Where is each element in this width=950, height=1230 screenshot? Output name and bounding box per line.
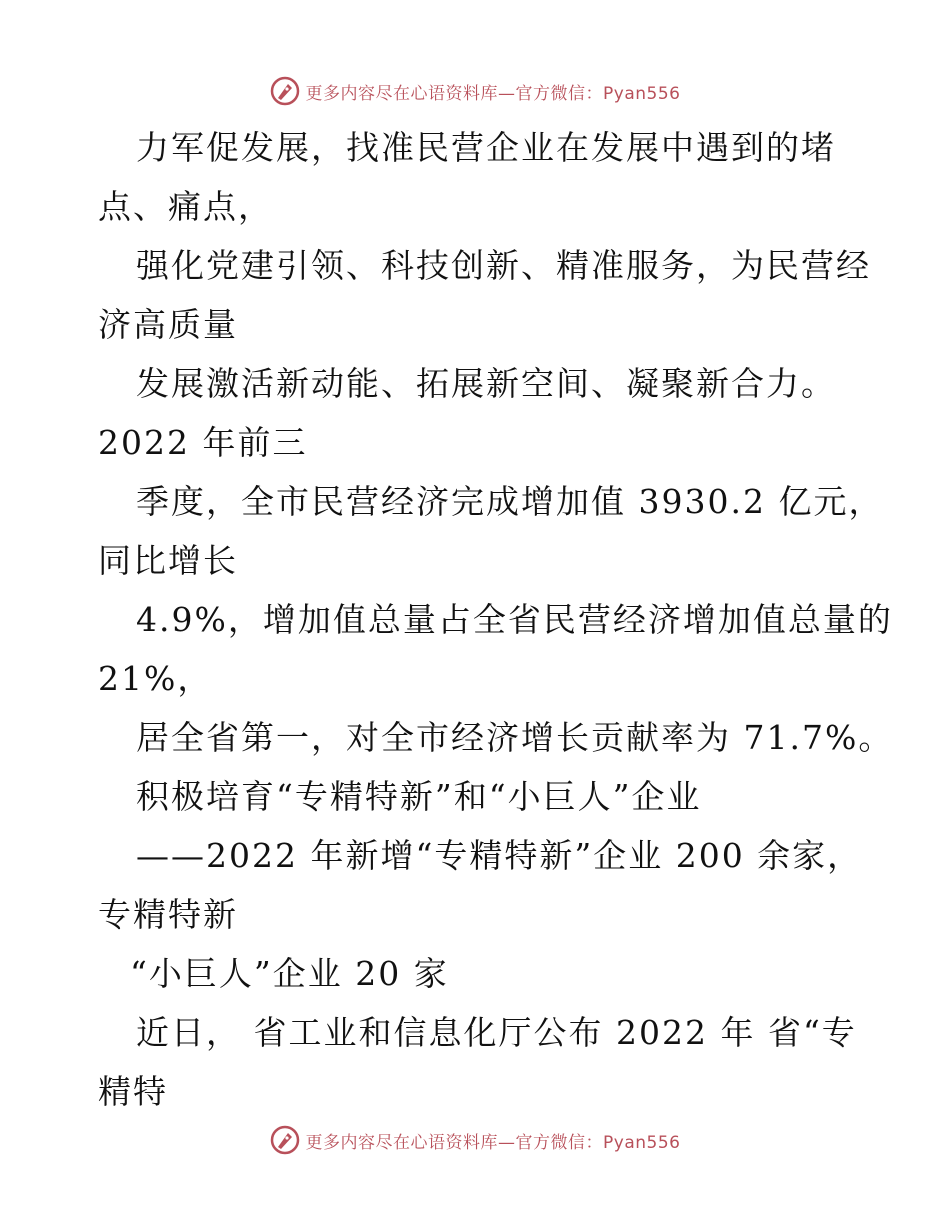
- text-line: 精特: [98, 1072, 168, 1111]
- text-line: 力军促发展，找准民营企业在发展中遇到的堵: [136, 128, 836, 167]
- watermark-text: 更多内容尽在心语资料库—官方微信：Pyan556: [305, 83, 681, 104]
- text-line: 济高质量: [98, 305, 238, 344]
- text-line: 4.9%，增加值总量占全省民营经济增加值总量的: [136, 600, 893, 639]
- watermark-text: 更多内容尽在心语资料库—官方微信：Pyan556: [305, 1132, 681, 1153]
- text-line: 季度，全市民营经济完成增加值 3930.2 亿元，: [136, 482, 884, 521]
- text-line: “小巨人”企业 20 家: [130, 954, 449, 993]
- pen-nib-logo-icon: [270, 76, 300, 106]
- document-body: [98, 118, 894, 1121]
- text-line: 发展激活新动能、拓展新空间、凝聚新合力。: [136, 364, 836, 403]
- text-line: 21%，: [98, 659, 213, 698]
- text-line: 2022 年前三: [98, 423, 308, 462]
- pen-nib-logo-icon: [270, 1125, 300, 1155]
- text-line: 近日， 省工业和信息化厅公布 2022 年 省“专: [136, 1013, 857, 1052]
- text-line: 居全省第一，对全市经济增长贡献率为 71.7%。: [136, 718, 894, 757]
- text-line: 强化党建引领、科技创新、精准服务，为民营经: [136, 246, 871, 285]
- watermark-footer: [0, 1120, 950, 1160]
- text-line: ——2022 年新增“专精特新”企业 200 余家，: [136, 836, 863, 875]
- text-line: 专精特新: [98, 895, 238, 934]
- text-line: 点、痛点，: [98, 187, 273, 226]
- watermark-header: [0, 71, 950, 111]
- text-line: 同比增长: [98, 541, 238, 580]
- text-line: 积极培育“专精特新”和“小巨人”企业: [136, 777, 702, 816]
